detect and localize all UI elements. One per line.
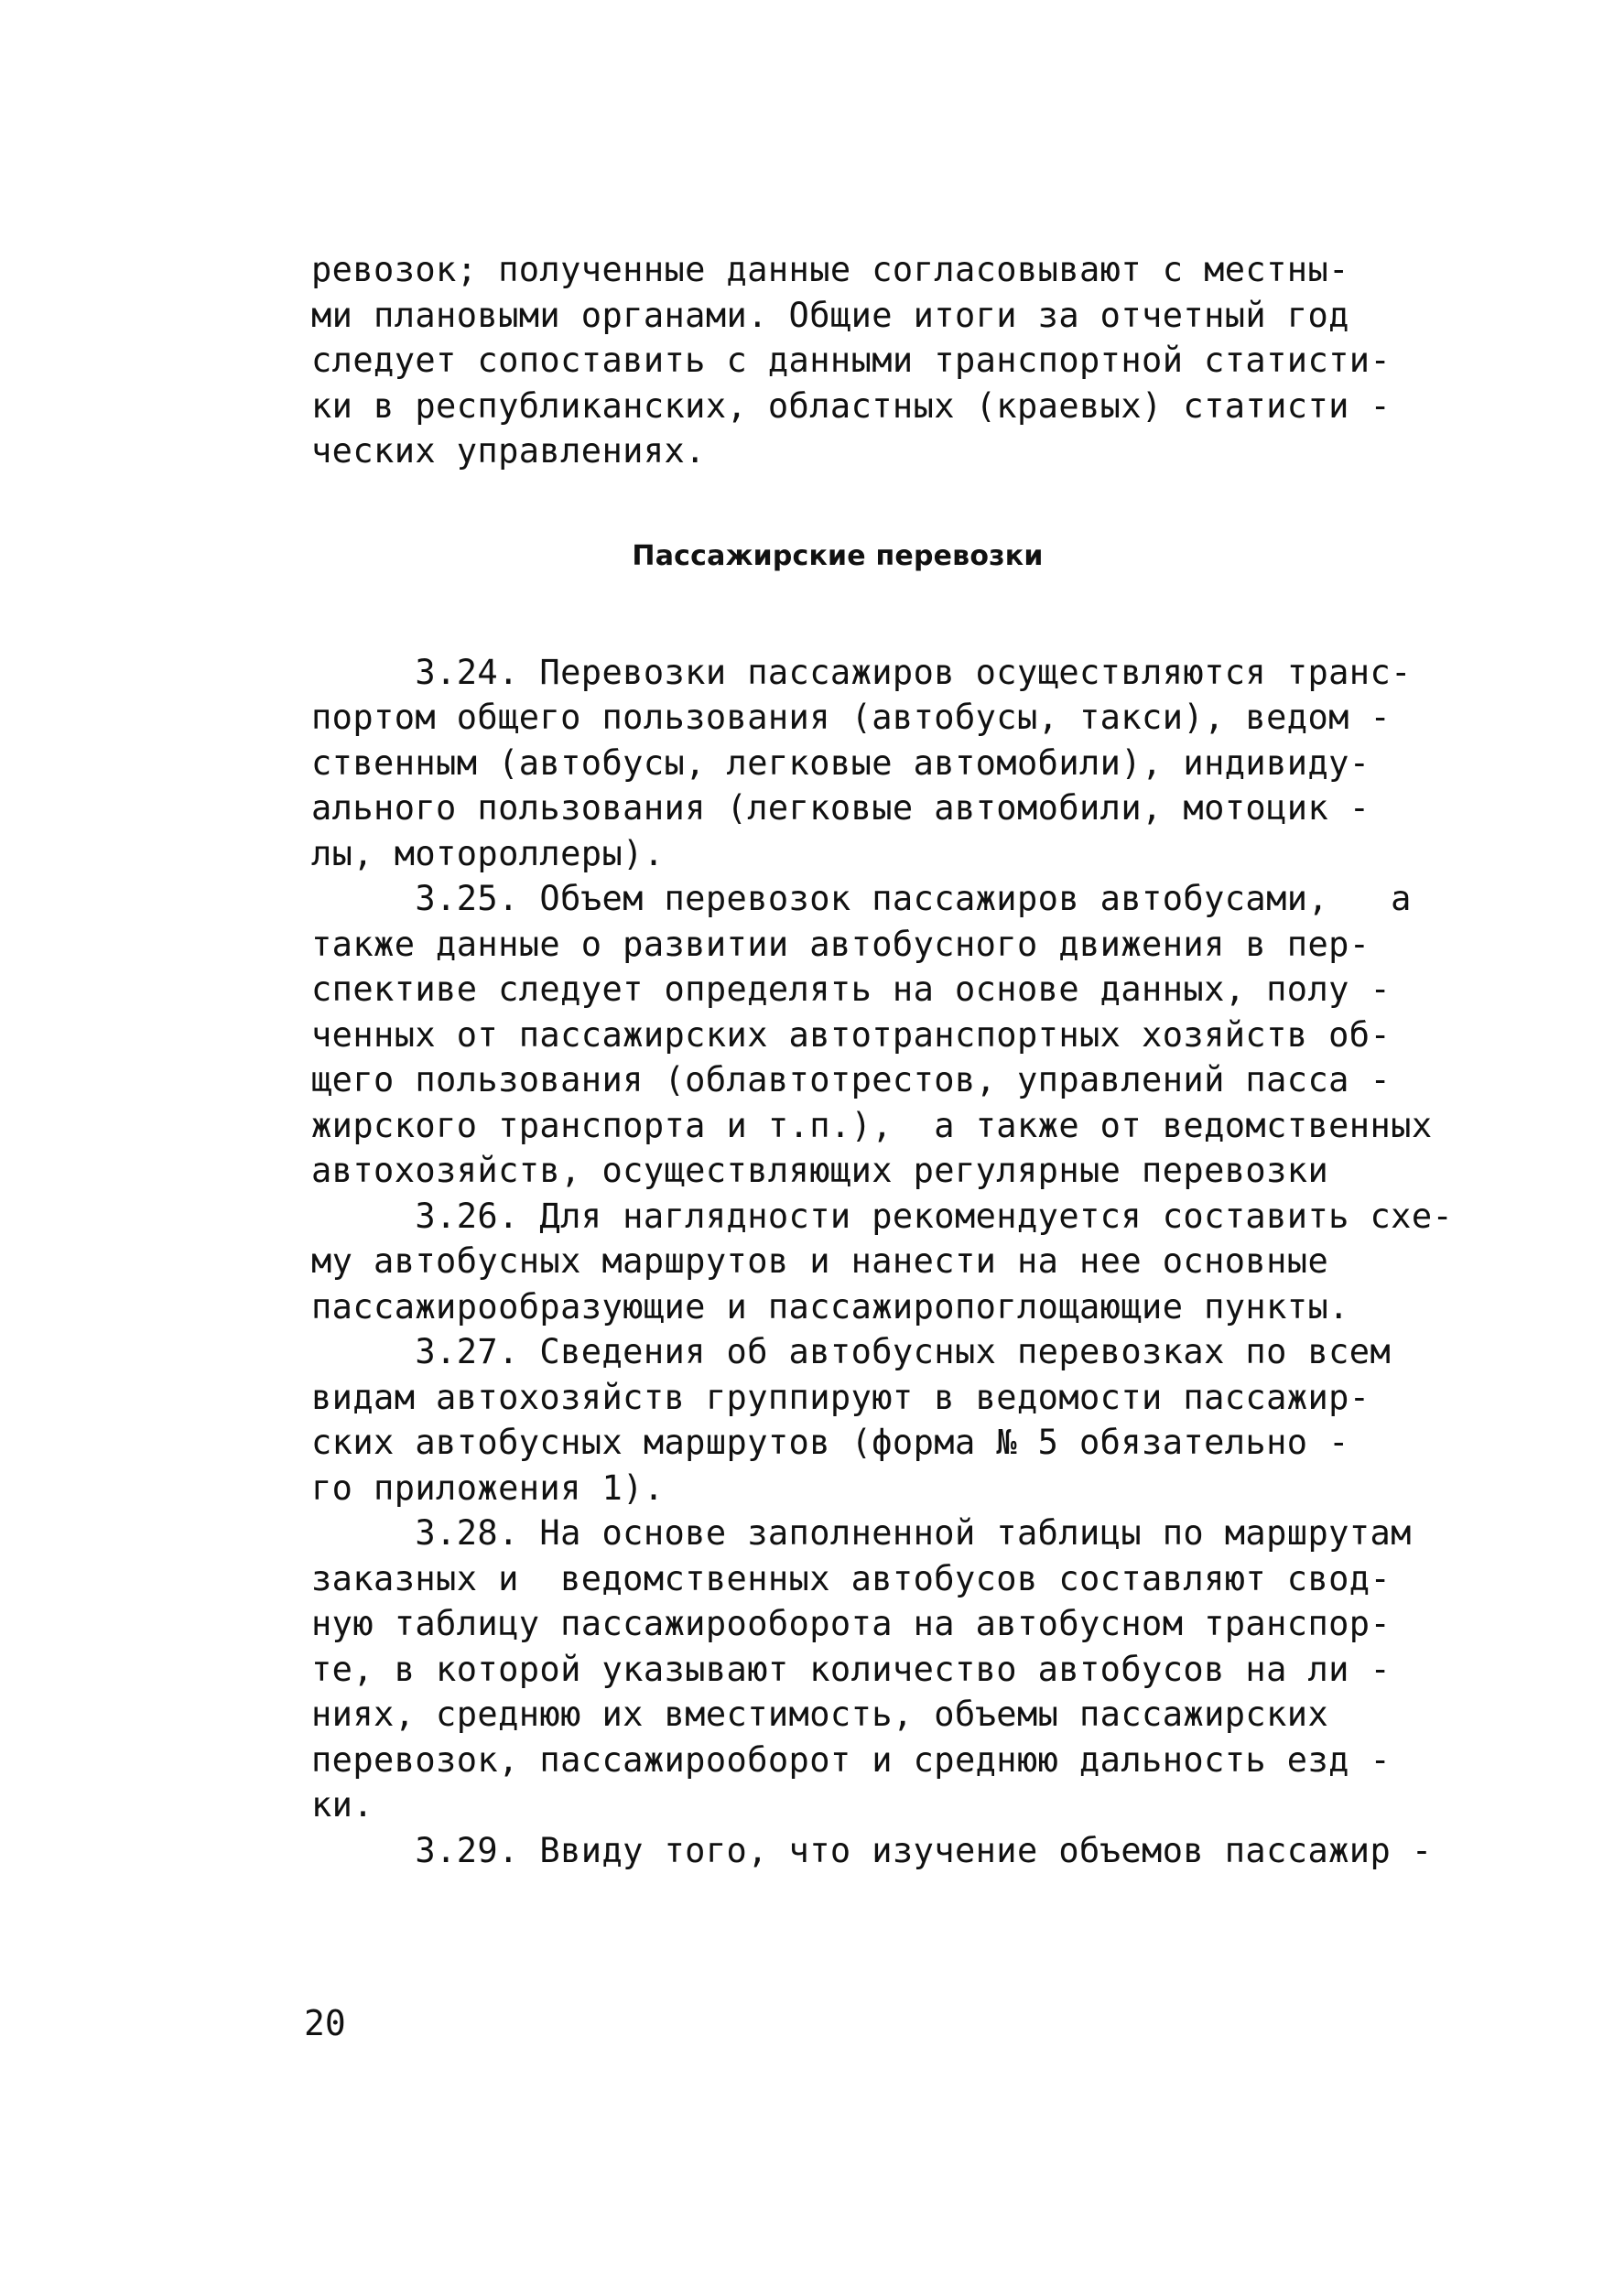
text-line: 3.25. Объем перевозок пассажиров автобусами, а bbox=[311, 879, 1412, 918]
text-line: 3.27. Сведения об автобусных перевозках по всем bbox=[311, 1332, 1392, 1371]
page-number: 20 bbox=[304, 2003, 346, 2043]
text-line: портом общего пользования (автобусы, такси), ведом - bbox=[311, 698, 1392, 737]
text-line: ревозок; полученные данные согласовывают с местны- bbox=[311, 250, 1349, 289]
text-line: го приложения 1). bbox=[311, 1467, 665, 1508]
text-line: спективе следует определять на основе данных, полу - bbox=[311, 969, 1392, 1009]
paragraph-3-27 bbox=[311, 1329, 1483, 1511]
section-heading: Пассажирские перевозки bbox=[632, 539, 1044, 572]
text-line: 3.24. Перевозки пассажиров осуществляются транс- bbox=[311, 652, 1412, 692]
text-line: ми плановыми органами. Общие итоги за отчетный год bbox=[311, 295, 1349, 335]
text-line: му автобусных маршрутов и нанести на нее основные bbox=[311, 1241, 1329, 1281]
text-line: пассажирообразующие и пассажиропоглощающие пункты. bbox=[311, 1286, 1349, 1327]
text-line: ального пользования (легковые автомобили, мотоцик - bbox=[311, 788, 1370, 828]
paragraph-3-26 bbox=[311, 1194, 1483, 1330]
text-line: ских автобусных маршрутов (форма № 5 обязательно - bbox=[311, 1423, 1349, 1462]
paragraph-3-29 bbox=[311, 1828, 1483, 1874]
text-line: заказных и ведомственных автобусов составляют свод- bbox=[311, 1558, 1392, 1598]
text-line: 3.29. Ввиду того, что изучение объемов пассажир - bbox=[311, 1830, 1433, 1870]
text-line: ки. bbox=[311, 1785, 374, 1825]
text-line: ки в республиканских, областных (краевых) статисти - bbox=[311, 385, 1392, 426]
text-line: жирского транспорта и т.п.), а также от ведомственных bbox=[311, 1105, 1433, 1145]
paragraph-3-24 bbox=[311, 650, 1483, 877]
text-line: щего пользования (облавтотрестов, управлений пасса - bbox=[311, 1060, 1392, 1099]
intro-paragraph bbox=[311, 247, 1483, 474]
document-page bbox=[311, 247, 1483, 1873]
text-line: 3.26. Для наглядности рекомендуется составить схе- bbox=[311, 1196, 1454, 1236]
text-line: видам автохозяйств группируют в ведомости пассажир- bbox=[311, 1377, 1370, 1417]
paragraph-3-25 bbox=[311, 876, 1483, 1194]
text-line: ниях, среднюю их вместимость, объемы пассажирских bbox=[311, 1695, 1329, 1734]
text-line: 3.28. На основе заполненной таблицы по маршрутам bbox=[311, 1513, 1412, 1553]
paragraph-3-28 bbox=[311, 1511, 1483, 1828]
text-line: ческих управлениях. bbox=[311, 431, 706, 471]
text-line: ственным (автобусы, легковые автомобили), индивиду- bbox=[311, 742, 1370, 783]
text-line: ченных от пассажирских автотранспортных хозяйств об- bbox=[311, 1014, 1392, 1055]
text-line: те, в которой указывают количество автобусов на ли - bbox=[311, 1649, 1392, 1689]
text-line: следует сопоставить с данными транспортной статисти- bbox=[311, 341, 1392, 380]
text-line: перевозок, пассажирооборот и среднюю дальность езд - bbox=[311, 1739, 1392, 1780]
text-line: ную таблицу пассажирооборота на автобусном транспор- bbox=[311, 1604, 1392, 1643]
text-line: также данные о развитии автобусного движения в пер- bbox=[311, 924, 1370, 964]
text-line: автохозяйств, осуществляющих регулярные перевозки bbox=[311, 1151, 1329, 1190]
text-line: лы, мотороллеры). bbox=[311, 833, 665, 873]
